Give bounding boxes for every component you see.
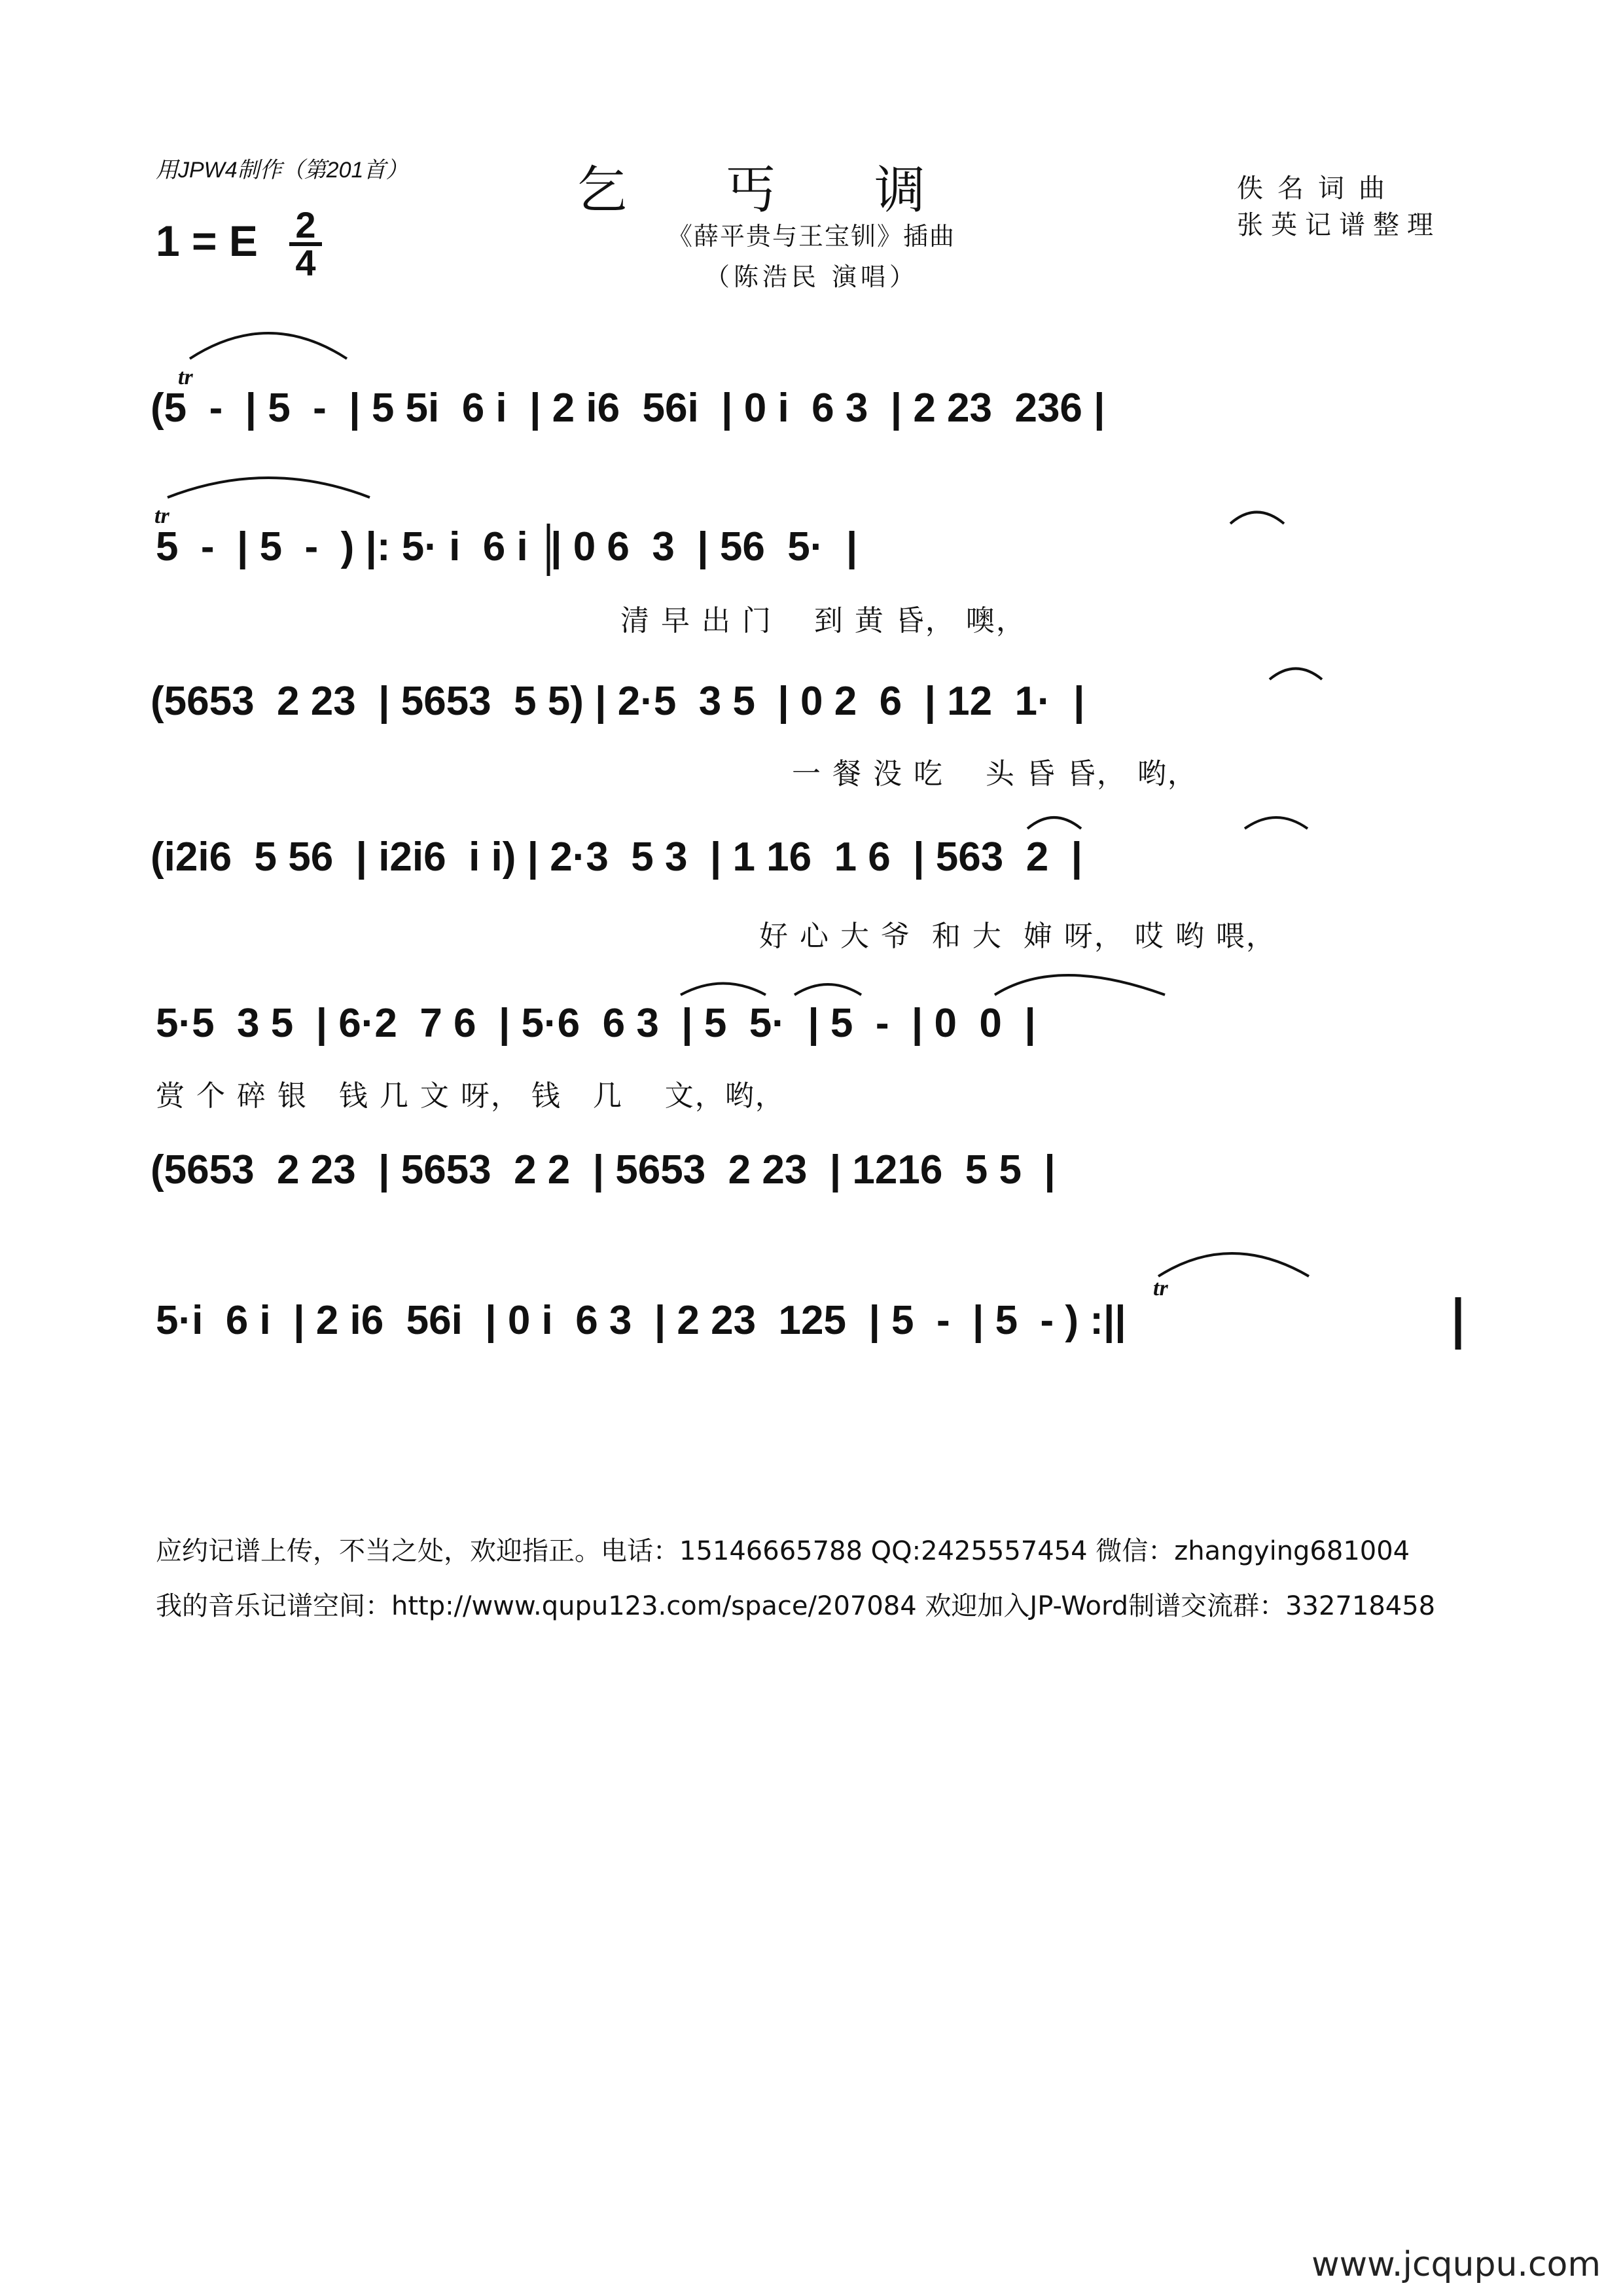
- arranger-credit: 张英记谱整理: [1237, 210, 1441, 240]
- site-watermark: www.jcqupu.com: [1311, 2245, 1601, 2284]
- slur-7: [681, 984, 766, 996]
- slur-5: [1027, 817, 1081, 829]
- singer-credit: （陈浩民 演唱）: [704, 262, 919, 291]
- score-line-2: 5 - | 5 - ) |: 5· i 6 i | 0 6 3 | 56 5· |: [156, 524, 858, 569]
- slur-8: [794, 984, 861, 995]
- slur-6: [1245, 817, 1308, 829]
- score-line-1: (5 - | 5 - | 5 5i 6 i | 2 i6 56i | 0 i 6 3 | 2 23 236 |: [151, 386, 1105, 431]
- slur-2: [168, 478, 370, 497]
- song-subtitle: 《薛平贵与王宝钏》插曲: [667, 222, 955, 251]
- slur-9: [995, 975, 1165, 995]
- key-signature: 1 = E: [156, 217, 258, 265]
- trill-mark-3: tr: [1153, 1276, 1168, 1300]
- software-credit: 用JPW4制作（第201首）: [156, 158, 408, 183]
- lyric-line-3: 一 餐 没 吃 头 昏 昏， 哟，: [792, 757, 1198, 791]
- time-signature-bottom: 4: [295, 242, 316, 283]
- author-credit: 佚名词曲: [1237, 173, 1399, 204]
- time-signature-top: 2: [289, 208, 322, 246]
- score-line-6: (5653 2 23 | 5653 2 2 | 5653 2 23 | 1216 5 5 |: [151, 1147, 1056, 1193]
- score-line-3: (5653 2 23 | 5653 5 5) | 2·5 3 5 | 0 2 6 | 12 1· |: [151, 679, 1085, 724]
- trill-mark-1: tr: [178, 365, 193, 389]
- slur-3: [1230, 512, 1284, 524]
- lyric-line-4: 好 心 大 爷 和 大 婶 呀， 哎 哟 喂，: [759, 920, 1276, 953]
- lyric-line-2: 清 早 出 门 到 黄 昏， 噢，: [620, 604, 1026, 637]
- slur-1: [190, 333, 347, 359]
- score-line-5: 5·5 3 5 | 6·2 7 6 | 5·6 6 3 | 5 5· | 5 - | 0 0 |: [156, 1001, 1036, 1046]
- score-line-7: 5·i 6 i | 2 i6 56i | 0 i 6 3 | 2 23 125 | 5 - | 5 - ) :||: [156, 1298, 1126, 1343]
- slur-10: [1158, 1253, 1309, 1276]
- footer-contact: 应约记谱上传，不当之处，欢迎指正。电话：15146665788 QQ:2425557454 微信：zhangying681004: [156, 1536, 1410, 1566]
- score-line-4: (i2i6 5 56 | i2i6 i i) | 2·3 5 3 | 1 16 1 6 | 563 2 |: [151, 834, 1082, 880]
- footer-space-link[interactable]: 我的音乐记谱空间：http://www.qupu123.com/space/207084 欢迎加入JP-Word制谱交流群：332718458: [156, 1591, 1436, 1621]
- lyric-line-5: 赏 个 碎 银 钱 几 文 呀， 钱 几 文，哟，: [156, 1079, 785, 1113]
- song-title: 乞丐调: [576, 161, 1024, 220]
- slur-4: [1270, 669, 1322, 680]
- trill-mark-2: tr: [154, 504, 169, 528]
